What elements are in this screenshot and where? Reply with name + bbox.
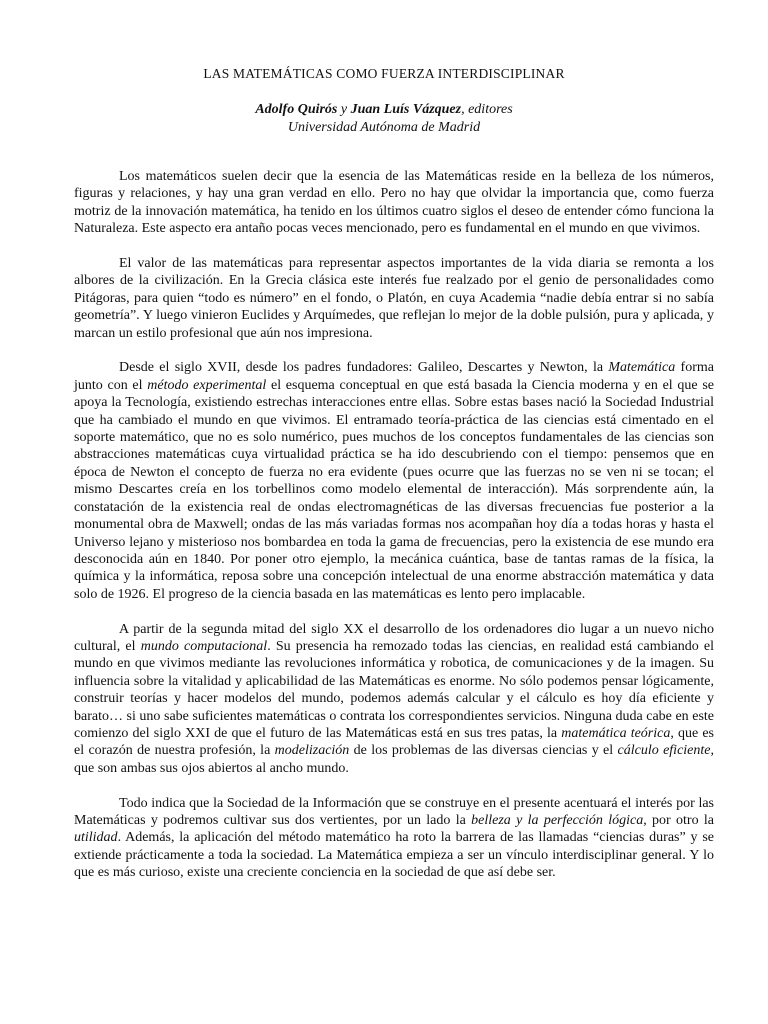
text-run: Desde el siglo XVII, desde los padres fundadores: Galileo, Descartes y Newton, la	[119, 360, 609, 376]
authors-conjunction: y	[337, 102, 351, 117]
text-run: , que son ambas sus ojos abiertos al ancho mundo.	[74, 743, 714, 776]
text-run: A partir de la segunda mitad del siglo XX el desarrollo de los ordenadores dio lugar a un nuevo nicho cultural, el	[74, 621, 714, 654]
author-name: Adolfo Quirós	[255, 102, 338, 117]
emphasis: mundo computacional	[140, 638, 268, 654]
emphasis: utilidad	[74, 830, 118, 846]
paragraph: Los matemáticos suelen decir que la esencia de las Matemáticas reside en la belleza de los números, figuras y relaciones, y hay una gran verdad en ello. Pero no hay que olvidar la importancia que, como fuerza motriz de la innovación matemática, ha tenido en los últimos cuatro siglos el deseo de entender cómo funciona la Naturaleza. Este aspecto era antaño pocas veces mencionado, pero es fundamental en el mundo en que vivimos.	[74, 169, 714, 237]
document-title: LAS MATEMÁTICAS COMO FUERZA INTERDISCIPLINAR	[203, 66, 565, 81]
text-run: . Su presencia ha remozado todas las ciencias, en realidad está cambiando el mundo en que vivimos mediante las revoluciones informática y robotica, de comunicaciones y de la imagen. Su influencia sobre la vitalidad y aplicabilidad de las Matemáticas es enorme. No sólo podemos pensar lógicamente, construir teorías y hacer modelos del mundo, podemos además calcular y el cálculo es hoy día eficiente y barato… si uno sabe suficientes matemáticas o contrata los correspondientes servicios. Ninguna duda cabe en este comienzo del siglo XXI de que el futuro de las Matemáticas está en sus tres patas, la	[74, 638, 714, 741]
author-name: Juan Luís Vázquez	[350, 102, 462, 117]
text-run: de los problemas de las diversas ciencias y el	[349, 743, 618, 759]
paragraph: El valor de las matemáticas para representar aspectos importantes de la vida diaria se remonta a los albores de la civilización. En la Grecia clásica este interés fue realzado por el genio de personalidades como Pitágoras, para quien “todo es número” en el fondo, o Platón, en cuya Academia “nadie debía entrar si no sabía geometría”. Y luego vinieron Euclides y Arquímedes, que reflejan lo mejor de la doble pulsión, pura y aplicada, y marcan un estilo profesional que aún nos impresiona.	[74, 256, 714, 341]
emphasis: modelización	[274, 743, 350, 759]
text-run: . Además, la aplicación del método matemático ha roto la barrera de las llamadas “ciencias duras” y se extiende prácticamente a toda la sociedad. La Matemática empieza a ser un vínculo interdisciplinar general. Y lo que es más curioso, existe una creciente conciencia en la sociedad de que así debe ser.	[74, 830, 714, 881]
authors-role: , editores	[461, 102, 513, 117]
text-run: Todo indica que la Sociedad de la Información que se construye en el presente acentuará el interés por las Matemáticas y podremos cultivar sus dos vertientes, por un lado la	[74, 795, 714, 828]
text-run: , que es el corazón de nuestra profesión, la	[74, 725, 714, 759]
document-body	[74, 168, 714, 882]
emphasis: belleza y la perfección lógica	[471, 812, 644, 828]
emphasis: Matemática	[608, 360, 676, 376]
paragraph	[74, 359, 714, 603]
emphasis: cálculo eficiente	[617, 743, 711, 759]
text-run: forma junto con el	[74, 360, 714, 393]
affiliation: Universidad Autónoma de Madrid	[287, 120, 481, 135]
emphasis: método experimental	[147, 377, 267, 393]
text-run: , por otro la	[643, 812, 714, 828]
emphasis: matemática teórica	[561, 725, 671, 741]
paragraph	[74, 621, 714, 778]
paragraph	[74, 795, 714, 882]
text-run: el esquema conceptual en que está basada la Ciencia moderna y en el que se apoya la Tecnología, existiendo estrechas interacciones entre ellas. Sobre estas bases nació la Sociedad Industrial que ha cambiado el mundo en que vivimos. El entramado teoría-práctica de las ciencias está cimentado en el soporte matemático, que no es solo numérico, pues muchos de los conceptos fundamentales de las ciencias son abstracciones matemáticas cuya virtualidad práctica se ha ido descubriendo con el tiempo: pensemos que en época de Newton el concepto de fuerza no era evidente (pues ocurre que las fuerzas no se ven ni se tocan; el mismo Descartes creía en los torbellinos como modelo elemental de interacción). Más sorprendente aún, la constatación de la existencia real de ondas electromagnéticas de las diversas frecuencias fue posterior a la monumental obra de Maxwell; ondas de las más variadas formas nos acompañan hoy día a todas horas y hasta el Universo lejano y misterioso nos bombardea en toda la gama de frecuencias, pero la existencia de ese mundo era desconocida aún en 1840. Por poner otro ejemplo, la mecánica cuántica, base de tantas ramas de la física, la química y la informática, reposa sobre una concepción intelectual de una enorme abstracción matemática y data solo de 1926. El progreso de la ciencia basada en las matemáticas es lento pero implacable.	[74, 377, 714, 602]
authors-line	[0, 102, 768, 118]
